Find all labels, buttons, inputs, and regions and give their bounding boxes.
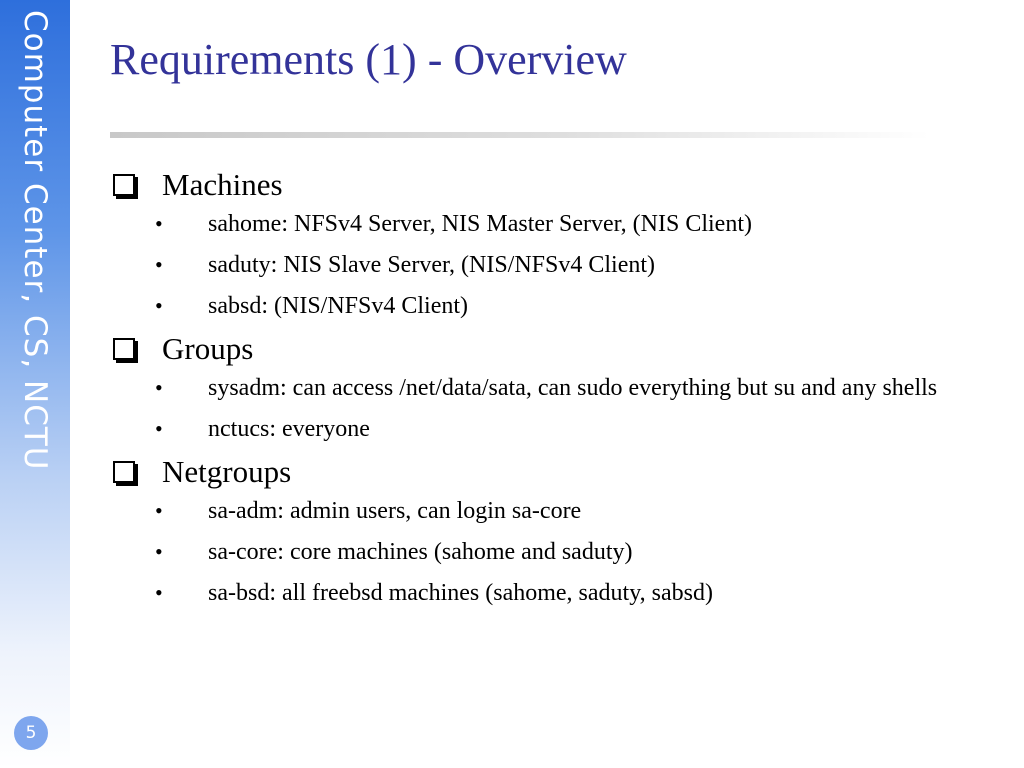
list-item <box>113 412 973 446</box>
bullet-dot-icon: • <box>155 252 163 277</box>
checkbox-bullet-icon <box>113 174 135 196</box>
section-groups <box>113 330 973 446</box>
title-divider <box>110 132 930 138</box>
section-heading <box>113 453 973 491</box>
list-item <box>113 289 973 323</box>
list-item-text: saduty: NIS Slave Server, (NIS/NFSv4 Client) <box>208 252 656 278</box>
section-heading-text: Groups <box>162 331 254 366</box>
item-list <box>113 494 973 610</box>
item-list <box>113 207 973 323</box>
section-heading <box>113 330 973 368</box>
bullet-dot-icon: • <box>155 416 163 441</box>
page-number-badge: 5 <box>14 716 48 750</box>
list-item <box>113 494 973 528</box>
section-heading <box>113 166 973 204</box>
list-item <box>113 576 973 610</box>
section-heading-text: Netgroups <box>162 454 292 489</box>
bullet-dot-icon: • <box>155 498 163 523</box>
bullet-dot-icon: • <box>155 580 163 605</box>
list-item-text: sa-adm: admin users, can login sa-core <box>208 498 582 524</box>
list-item-text: sahome: NFSv4 Server, NIS Master Server, (NIS Client) <box>208 211 752 237</box>
section-netgroups <box>113 453 973 610</box>
checkbox-bullet-icon <box>113 338 135 360</box>
list-item-text: sysadm: can access /net/data/sata, can sudo everything but su and any shells <box>208 375 938 401</box>
list-item-text: nctucs: everyone <box>208 416 370 442</box>
list-item-text: sa-bsd: all freebsd machines (sahome, saduty, sabsd) <box>208 580 713 606</box>
list-item <box>113 535 973 569</box>
sidebar-caption: Computer Center, CS, NCTU <box>17 10 53 471</box>
bullet-dot-icon: • <box>155 539 163 564</box>
section-machines <box>113 166 973 323</box>
checkbox-bullet-icon <box>113 461 135 483</box>
slide-content <box>113 166 973 617</box>
item-list <box>113 371 973 446</box>
list-item-text: sabsd: (NIS/NFSv4 Client) <box>208 293 469 319</box>
list-item <box>113 248 973 282</box>
bullet-dot-icon: • <box>155 293 163 318</box>
list-item <box>113 371 973 405</box>
list-item-text: sa-core: core machines (sahome and saduty) <box>208 539 633 565</box>
bullet-dot-icon: • <box>155 375 163 400</box>
sidebar <box>0 0 70 768</box>
list-item <box>113 207 973 241</box>
slide-title: Requirements (1) - Overview <box>110 35 627 84</box>
section-heading-text: Machines <box>162 167 283 202</box>
bullet-dot-icon: • <box>155 211 163 236</box>
